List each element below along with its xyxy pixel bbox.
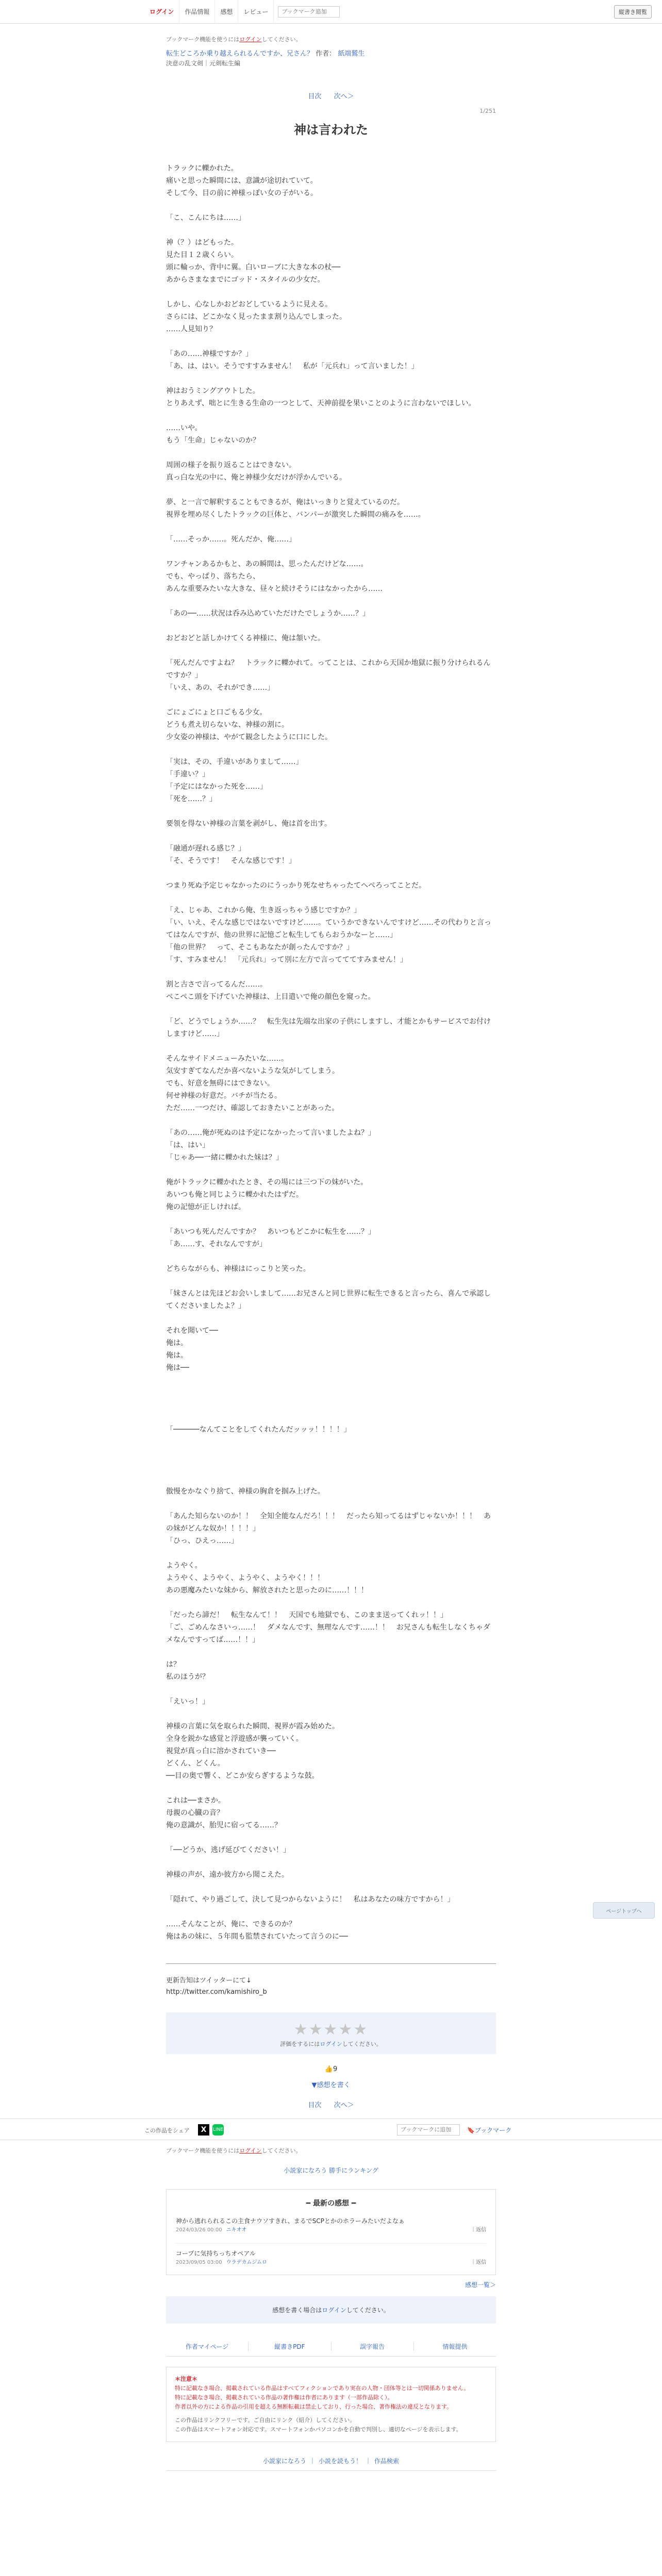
notice-suffix: してください。	[261, 36, 302, 43]
lower-container	[166, 2146, 496, 2471]
notice2-prefix: ブックマーク機能を使うには	[166, 2147, 240, 2155]
impression-date: 2023/09/05 03:00	[176, 2260, 222, 2266]
typo-report-link[interactable]: 誤字報告	[332, 2342, 414, 2351]
body-paragraph	[166, 645, 496, 657]
body-paragraph: 俺がトラックに轢かれたとき、その場には三つ下の妹がいた。	[166, 1178, 368, 1187]
top-pager	[166, 91, 496, 100]
like-area	[166, 2063, 496, 2089]
latest-impressions	[166, 2189, 496, 2275]
body-paragraph: 周囲の様子を振り返ることはできない。	[166, 461, 296, 470]
series-title-link[interactable]: 転生どころか乗り越えられるんですか、兄さん？	[166, 50, 314, 58]
body-paragraph	[166, 1547, 496, 1560]
body-paragraph	[166, 620, 496, 632]
body-paragraph: 神はおうミングアウトした。	[166, 387, 260, 396]
impression-user-link[interactable]: ニキオオ	[226, 2227, 247, 2233]
body-paragraph: 「あの……俺が死ぬのは予定になかったって言いましたよね？」	[166, 1129, 375, 1138]
next-link[interactable]: 次へ＞	[334, 93, 354, 101]
body-paragraph: 俺の意識が、胎児に宿ってる……？	[166, 1821, 282, 1830]
body-paragraph: 私のほうが？	[166, 1673, 209, 1682]
body-paragraph: ようやく、ようやく、ようやく、ようやく！！！	[166, 1574, 325, 1583]
caution-title: ＊注意＊	[175, 2376, 197, 2383]
rating-note-suffix: してください。	[342, 2041, 382, 2048]
body-paragraph: 「あの──……状況は呑み込めていただけたでしょうか……？」	[166, 609, 370, 618]
body-paragraph: 「──どうか、逃げ延びてください！」	[166, 1846, 290, 1855]
body-paragraph: そんなサイドメニューみたいな……。	[166, 1055, 288, 1063]
body-paragraph: 俺は。	[166, 1351, 188, 1360]
body-paragraph	[166, 484, 496, 496]
body-paragraph	[166, 1906, 496, 1918]
share-label: この作品をシェア	[144, 2127, 190, 2134]
footer-link-yomou[interactable]: 小説を読もう！	[318, 2458, 362, 2465]
body-paragraph: ワンチャンあるかもと、あの瞬間は、思ったんだけどな……。	[166, 560, 368, 569]
toc-link-bottom[interactable]: 目次	[308, 2102, 322, 2110]
body-paragraph	[166, 1498, 496, 1510]
body-paragraph: 「いえ、あの、それができ……」	[166, 684, 275, 692]
body-paragraph: あいつも俺と同じように轢かれたはずだ。	[166, 1191, 303, 1199]
body-paragraph: 痛いと思った瞬間には、意識が途切れていて。	[166, 177, 318, 185]
body-paragraph: あんな重要みたいな大きな、昼々と続けそうにはなかったから……	[166, 585, 383, 594]
body-paragraph: 「……そっか……。死んだか、俺……」	[166, 535, 296, 544]
body-paragraph: 見た目１２歳くらい。	[166, 251, 238, 260]
rating-note-prefix: 評価をするには	[280, 2041, 320, 2048]
main-container	[166, 35, 496, 2109]
impression-reply-link[interactable]: ｜返信	[471, 2227, 486, 2233]
body-paragraph	[166, 1213, 496, 1226]
body-paragraph: あからさまなまでにゴッド・スタイルの少女だ。	[166, 276, 325, 284]
impression-item	[176, 2243, 486, 2267]
body-paragraph: 「えいっ！」	[166, 1698, 209, 1706]
body-paragraph: 「他の世界？ って、そこもあなたが創ったんですか？」	[166, 943, 354, 952]
afterword	[166, 1963, 496, 1998]
body-paragraph	[166, 447, 496, 459]
body-paragraph	[166, 1275, 496, 1287]
series-info	[166, 49, 496, 68]
author-mypage-link[interactable]: 作者マイページ	[166, 2342, 249, 2351]
body-paragraph: 俺は──	[166, 1364, 189, 1372]
body-paragraph: 「だったら諦だ！ 転生なんて！！ 天国でも地獄でも、このまま送ってくれッ！！」	[166, 1611, 448, 1620]
notice2-suffix: してください。	[261, 2147, 302, 2155]
body-paragraph: 神（？）はどもった。	[166, 239, 238, 247]
caution-box	[166, 2367, 496, 2442]
body-paragraph: 母親の心臓の音？	[166, 1809, 224, 1818]
body-paragraph: ……人見知り？	[166, 325, 217, 334]
body-paragraph: 要領を得ない神様の言葉を剥がし、俺は首を出す。	[166, 820, 332, 828]
body-paragraph: 「あの……神様ですか？」	[166, 350, 253, 359]
write-impression-link[interactable]: ▼感想を書く	[311, 2081, 351, 2090]
body-paragraph	[166, 1473, 496, 1485]
body-paragraph	[166, 1250, 496, 1263]
share-row	[0, 2119, 662, 2140]
login-box-prefix: 感想を書く場合は	[272, 2307, 322, 2314]
body-paragraph	[166, 1164, 496, 1176]
footer-links: 小説家になろう ｜ 小説を読もう！ ｜ 作品検索	[262, 2458, 400, 2465]
caution-link-free: この作品はリンクフリーです。ご自由にリンク（紹介）してください。	[175, 2417, 356, 2424]
chapter-body	[166, 162, 496, 1943]
body-paragraph	[166, 1374, 496, 1386]
body-paragraph: つまり死ぬ予定じゃなかったのにうっかり死なせちゃったてへぺろってことだ。	[166, 882, 426, 890]
body-paragraph: 「死んだんですよね？ トラックに轢かれて。ってことは、これから天国か地獄に振り分けられるんですか？」	[166, 659, 491, 680]
body-paragraph	[166, 1708, 496, 1720]
body-paragraph: そして今、目の前に神様っぽい女の子がいる。	[166, 189, 318, 198]
body-paragraph	[166, 1683, 496, 1696]
impression-meta	[176, 2258, 486, 2267]
footer-divider	[166, 2470, 496, 2471]
body-paragraph	[166, 1448, 496, 1461]
body-paragraph: 「ひっ、ひえっ……」	[166, 1537, 238, 1546]
info-provide-link[interactable]: 情報提供	[442, 2343, 468, 2351]
body-paragraph: ……そんなことが、俺に、できるのか？	[166, 1920, 296, 1929]
body-paragraph	[166, 1312, 496, 1325]
login-box-link[interactable]: ログイン	[322, 2307, 346, 2314]
footer-link-narou[interactable]: 小説家になろう	[262, 2458, 306, 2465]
body-paragraph	[166, 1436, 496, 1448]
body-paragraph: 全身を鋭かな感覚と浮遊感が襲っていく。	[166, 1735, 303, 1743]
body-paragraph	[166, 1411, 496, 1423]
body-paragraph: 俺の記憶が正しければ。	[166, 1203, 245, 1212]
body-paragraph: 「予定にはなかった死を……」	[166, 783, 267, 791]
body-paragraph	[166, 521, 496, 533]
caution-line: 特に記載なき場合、掲載されている作品の著作権は作者にあります（一部作品除く）。	[175, 2394, 393, 2401]
body-paragraph	[166, 1646, 496, 1658]
twitter-link[interactable]: http://twitter.com/kamishiro_b	[166, 1988, 267, 1996]
page-number: 1/251	[479, 108, 496, 115]
like-button[interactable]: 👍9	[324, 2065, 338, 2074]
body-paragraph: 「あ……す、それなんですが」	[166, 1240, 267, 1249]
body-paragraph: ただ……一つだけ、確認しておきたいことがあった。	[166, 1104, 339, 1113]
afterword-line: 更新告知はツイッターにて↓	[166, 1977, 252, 1985]
body-paragraph: ……いや。	[166, 424, 202, 433]
body-paragraph	[166, 595, 496, 607]
line-share-icon[interactable]: LINE	[212, 2124, 224, 2136]
body-paragraph	[166, 867, 496, 879]
body-paragraph: 「融通が遅れる感じ？」	[166, 844, 245, 853]
bookmark-search-input[interactable]	[278, 6, 340, 18]
body-paragraph: 俺は。	[166, 1339, 188, 1348]
body-paragraph	[166, 286, 496, 298]
body-paragraph	[166, 892, 496, 904]
notice2-login-link[interactable]: ログイン	[239, 2147, 262, 2155]
body-paragraph	[166, 830, 496, 842]
body-paragraph: 「は、はい」	[166, 1141, 209, 1150]
body-paragraph	[166, 1003, 496, 1015]
impression-item	[176, 2216, 486, 2235]
author-link[interactable]: 紙端鷲生	[338, 50, 365, 58]
body-paragraph: どくん、どくん。	[166, 1759, 225, 1768]
body-paragraph	[166, 694, 496, 706]
footer-link-search[interactable]: 作品検索	[374, 2458, 400, 2465]
body-paragraph: 「あんた知らないのか！！ 全知全能なんだろ！！！ だったら知ってるはずじゃないか！！！ あの妹がどんな奴か！！！！」	[166, 1512, 491, 1533]
notice-login-link[interactable]: ログイン	[239, 36, 262, 43]
rating-note	[166, 2040, 496, 2048]
next-link-bottom[interactable]: 次へ＞	[334, 2102, 354, 2110]
toc-link[interactable]: 目次	[308, 93, 322, 101]
body-paragraph	[166, 1461, 496, 1473]
caution-line: 特に記載なき場合、掲載されている作品はすべてフィクションであり実在の人物・団体等とは一切関係ありません。	[175, 2385, 470, 2392]
body-paragraph: 「ど、どうでしょうか……？ 転生先は先端な出家の子供にしますし、才能とかもサービスでお付けしますけど……」	[166, 1018, 491, 1039]
series-subtitle: 決意の乱文剣｜元剣転生編	[166, 59, 241, 67]
bookmark-button[interactable]: 🔖ブックマーク	[467, 2127, 512, 2134]
body-paragraph: とりあえず、咄とに生きる生命の一つとして、天神前提を果いことのように言わないでほしい。	[166, 399, 476, 408]
body-paragraph: 「こ、こんにちは……」	[166, 214, 245, 223]
body-paragraph: 夢、と一言で解釈することもできるが、俺はいっきりと覚えているのだ。	[166, 498, 404, 507]
body-paragraph	[166, 1386, 496, 1399]
author-label: 作者：	[316, 50, 336, 58]
body-paragraph: 神様の言葉に気を取られた瞬間、視界が霞み始めた。	[166, 1722, 339, 1731]
body-paragraph: 「──────なんてことをしてくれたんだッッッ！！！！」	[166, 1426, 351, 1434]
bottom-pager	[166, 2099, 496, 2109]
body-paragraph	[166, 1114, 496, 1127]
work-info-link[interactable]: 作品情報	[179, 0, 215, 23]
body-paragraph	[166, 546, 496, 558]
body-paragraph: 「あ、は、はい。そうですすみません！ 私が「元兵れ」って言いました！」	[166, 362, 419, 371]
body-paragraph: 何せ神様の好意だ。バチが当たる。	[166, 1092, 282, 1100]
rating-login-link[interactable]: ログイン	[320, 2041, 342, 2048]
body-paragraph	[166, 1881, 496, 1893]
bookmark-add-input[interactable]	[397, 2124, 460, 2136]
body-paragraph: さらには、どこかなく見ったまま割り込んでしまった。	[166, 313, 346, 321]
body-paragraph	[166, 372, 496, 385]
body-paragraph: 「死を……？」	[166, 795, 217, 804]
body-paragraph: どうも煮え切らないな、神様の割に。	[166, 721, 289, 730]
body-paragraph: 「そ、そうです！ そんな感じです！」	[166, 857, 296, 866]
top-nav	[0, 0, 340, 23]
impression-text: 神から逃れられるこの主食ナウソすきれ、まるでSCPとかのホラーみたいだよなぁ	[176, 2217, 405, 2225]
vertical-pdf-link[interactable]: 縦書きPDF	[249, 2342, 331, 2351]
body-paragraph: 神様の声が、遠か彼方から聞こえた。	[166, 1871, 289, 1879]
body-paragraph: これは──まさか。	[166, 1797, 225, 1805]
body-paragraph: 「妹さんとは先ほどお会いしまして……お兄さんと同じ世界に転生できると言ったら、喜んで承認してくださいましたよ？」	[166, 1290, 491, 1311]
body-paragraph: 視覚が真っ白に溶かされていき──	[166, 1747, 276, 1756]
body-paragraph	[166, 1856, 496, 1869]
x-share-icon[interactable]: X	[198, 2124, 209, 2136]
bottom-nav	[166, 2338, 496, 2357]
caution-line: 作者以外の方による作品の引用を超える無断転載は禁止しており、行った場合、著作権法の違反となります。	[175, 2403, 453, 2411]
body-paragraph: 「あいつも死んだんですか？ あいつもどこかに転生を……？」	[166, 1228, 375, 1236]
caution-smartphone: この作品はスマートフォン対応です。スマートフォンかパソコンかを自動で判別し、適切なページを表示します。	[175, 2426, 462, 2433]
body-paragraph: は？	[166, 1660, 180, 1669]
body-paragraph	[166, 1399, 496, 1411]
impression-meta	[176, 2226, 486, 2235]
body-paragraph: ようやく。	[166, 1562, 202, 1570]
top-bar	[0, 0, 662, 24]
body-paragraph: おどおどと話しかけてくる神様に、俺は頷いた。	[166, 634, 325, 643]
impression-user-link[interactable]: ウラデカムジムロ	[226, 2260, 268, 2266]
impressions-list-link[interactable]: 感想一覧＞	[465, 2281, 496, 2289]
page-top-button[interactable]: ページトップへ	[593, 1902, 655, 1919]
body-paragraph: それを聞いて──	[166, 1327, 218, 1335]
body-paragraph: 傲慢をかなぐり捨て、神様の胸倉を掴み上げた。	[166, 1487, 325, 1496]
body-paragraph: あの悪魔みたいな妹から、解放されたと思ったのに……！！！	[166, 1586, 368, 1595]
body-paragraph: 割と古さで言ってるんだ……。	[166, 980, 267, 989]
body-paragraph: 俺はあの妹に、５年間も監禁されていたって言うのに──	[166, 1933, 348, 1941]
impression-date: 2024/03/26 00:00	[176, 2227, 222, 2233]
rating-stars[interactable]: ★★★★★	[293, 2021, 369, 2039]
body-paragraph: 「え、じゃあ、これから俺、生き返っちゃう感じですか？」	[166, 906, 361, 915]
body-paragraph	[166, 1782, 496, 1794]
body-paragraph: 頭に輪っか、背中に翼。白いローブに大きな本の杖──	[166, 263, 341, 272]
body-paragraph: 視界を埋め尽くしたトラックの巨体と、バンパーが激突した瞬間の痛みを……。	[166, 511, 425, 519]
body-paragraph: もう「生命」じゃないのか？	[166, 436, 260, 445]
bookmark-notice	[166, 35, 496, 43]
body-paragraph: 少女姿の神様は、やがて観念したように口にした。	[166, 733, 332, 742]
review-link[interactable]: レビュー	[238, 0, 274, 23]
body-paragraph	[166, 1832, 496, 1844]
body-paragraph: でも、やっぱり、落ちたら、	[166, 572, 260, 581]
body-paragraph: 「実は、その、手違いがありまして……」	[166, 758, 303, 767]
vertical-view-button[interactable]: 縦書き閲覧	[614, 5, 652, 19]
body-paragraph: 「す、すみません！ 「元兵れ」って別に左方で言ってててすみません！」	[166, 956, 407, 964]
body-paragraph	[166, 224, 496, 236]
login-box-suffix: してください。	[346, 2307, 390, 2314]
body-paragraph: トラックに轢かれた。	[166, 164, 238, 173]
impressions-heading: ━ 最新の感想 ━	[306, 2199, 356, 2208]
body-paragraph: でも、好意を無碍にはできない。	[166, 1079, 274, 1088]
body-paragraph: どちらながらも、神様はにっこりと笑った。	[166, 1265, 310, 1274]
impressions-link[interactable]: 感想	[215, 0, 238, 23]
impression-login-box	[166, 2296, 496, 2324]
body-paragraph: 「い、いえ、そんな感じではないですけど……。ていうかできないんですけど……その代わりと言ってはなんですが、他の世界に記憶ごと転生してもらおうかなーと……」	[166, 919, 491, 940]
body-paragraph	[166, 805, 496, 818]
body-paragraph	[166, 199, 496, 212]
body-paragraph: 「手違い？」	[166, 770, 209, 779]
body-paragraph: 気安すぎてなんだか喜べないような気がしてしまう。	[166, 1067, 339, 1076]
login-link[interactable]: ログイン	[0, 0, 179, 23]
impression-text: コープに気持ちっちオペアル	[176, 2250, 256, 2258]
body-paragraph	[166, 1040, 496, 1053]
body-paragraph: ぺこぺこ頭を下げていた神様は、上目遣いで俺の顔色を窺った。	[166, 993, 375, 1002]
body-paragraph: 「じゃあ──一緒に轢かれた妹は？」	[166, 1154, 283, 1162]
body-paragraph	[166, 335, 496, 348]
body-paragraph: ごにょごにょと口ごもる少女。	[166, 708, 267, 717]
body-paragraph: しかし、心なしかおどおどしているように見える。	[166, 300, 332, 309]
body-paragraph	[166, 410, 496, 422]
ranking-link[interactable]: 小説家になろう 勝手にランキング	[284, 2167, 378, 2175]
body-paragraph: 「隠れて、やり過ごして、決して見つからないように！ 私はあなたの味方ですから！」	[166, 1895, 455, 1904]
bookmark-notice-bottom	[166, 2146, 496, 2155]
body-paragraph: 「ご、ごめんなさいっ……！ ダメなんです、無理なんです……！！ お兄さんも転生しなくちゃダメなんですってば……！！」	[166, 1623, 490, 1645]
body-paragraph: ──目の奥で響く、どこか安らぎするような鼓。	[166, 1772, 319, 1781]
chapter-title: 神は言われた	[294, 123, 368, 138]
rating-box	[166, 2012, 496, 2054]
impression-reply-link[interactable]: ｜返信	[471, 2260, 486, 2266]
notice-prefix: ブックマーク機能を使うには	[166, 36, 240, 43]
body-paragraph	[166, 743, 496, 756]
body-paragraph: 真っ白な光の中に、俺と神様少女だけが浮かんでいる。	[166, 473, 346, 482]
body-paragraph	[166, 1597, 496, 1609]
body-paragraph	[166, 966, 496, 978]
